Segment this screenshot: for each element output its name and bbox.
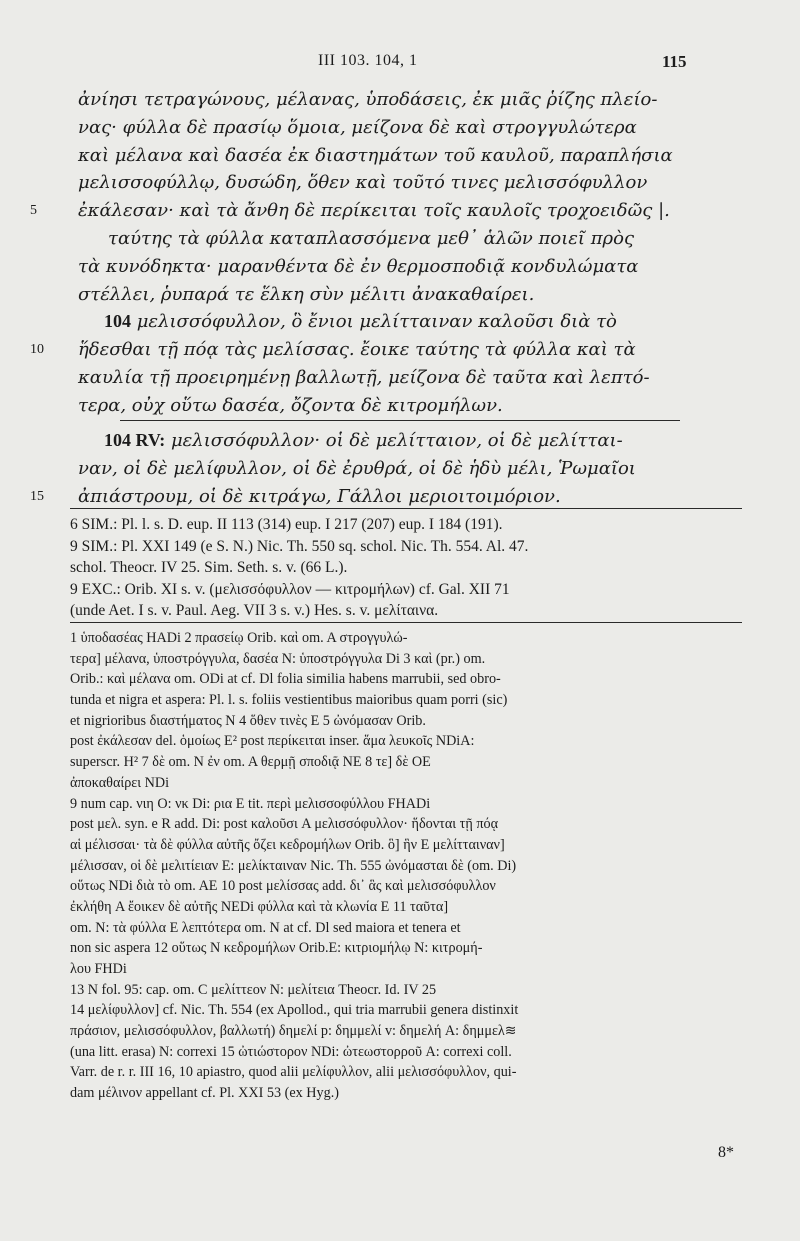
apparatus-line: 14 μελίφυλλον] cf. Nic. Th. 554 (ex Apollod., qui tria marrubii genera distinxit bbox=[70, 1002, 519, 1019]
apparatus-line: ἐκλήθη A ἔοικεν δὲ αὐτῆς NEDi φύλλα καὶ τὰ κλωνία E 11 ταῦτα] bbox=[70, 898, 449, 915]
apparatus-line: superscr. H² 7 δὲ om. N ἐν om. A θερμῇ σποδιᾷ NE 8 τε] δὲ OE bbox=[70, 754, 431, 771]
section-rule bbox=[120, 420, 680, 421]
similia-line: (unde Aet. I s. v. Paul. Aeg. VII 3 s. v.) Hes. s. v. μελίταινα. bbox=[70, 602, 439, 619]
text-line: 104 RV: μελισσόφυλλον· οἱ δὲ μελίτταιον, οἱ δὲ μελίτται- bbox=[104, 430, 623, 451]
apparatus-line: αἱ μέλισσαι· τὰ δὲ φύλλα αὐτῆς ὄζει κεδρομήλων Orib. ὃ] ἣν E μελίτταιναν] bbox=[70, 836, 505, 853]
text-line: καὶ μέλανα καὶ δασέα ἐκ διαστημάτων τοῦ καυλοῦ, παραπλήσια bbox=[78, 144, 673, 166]
apparatus-line: et nigrioribus διαστήματος N 4 ὅθεν τινὲς E 5 ὠνόμασαν Orib. bbox=[70, 712, 426, 729]
apparatus-line: om. N: τὰ φύλλα E λεπτότερα om. N at cf. Dl sed maiora et tenera et bbox=[70, 919, 461, 936]
line-number: 15 bbox=[30, 488, 44, 504]
apparatus-line: dam μέλινον appellant cf. Pl. XXI 53 (ex Hyg.) bbox=[70, 1085, 339, 1102]
similia-apparatus bbox=[70, 514, 720, 622]
apparatus-line: τερα] μέλανα, ὑποστρόγγυλα, δασέα N: ὑποστρόγγυλα Di 3 καὶ (pr.) om. bbox=[70, 650, 486, 667]
text-line: καυλία τῇ προειρημένῃ βαλλωτῇ, μείζονα δὲ ταῦτα καὶ λεπτό- bbox=[78, 366, 650, 388]
page-number: 115 bbox=[662, 52, 687, 71]
apparatus-line: πράσιον, μελισσόφυλλον, βαλλωτή) δημελί p: δημμελί v: δημελή A: δημμελ≋ bbox=[70, 1023, 517, 1040]
running-head: III 103. 104, 1 bbox=[318, 52, 418, 69]
apparatus-line: Varr. de r. r. III 16, 10 apiastro, quod alii μελίφυλλον, alii μελισσόφυλλον, qui- bbox=[70, 1064, 517, 1081]
similia-line: 9 EXC.: Orib. XI s. v. (μελισσόφυλλον — κιτρομήλων) cf. Gal. XII 71 bbox=[70, 580, 510, 598]
similia-line: 6 SIM.: Pl. l. s. D. eup. II 113 (314) eup. I 217 (207) eup. I 184 (191). bbox=[70, 516, 503, 533]
rv-text bbox=[30, 427, 738, 510]
apparatus-line: λου FHDi bbox=[70, 961, 127, 977]
section-number: 104 bbox=[104, 311, 131, 332]
text-line: 104 μελισσόφυλλον, ὃ ἔνιοι μελίτταιναν καλοῦσι διὰ τὸ bbox=[104, 311, 617, 333]
apparatus-line: 1 ὑποδασέας HADi 2 πρασείῳ Orib. καὶ om. A στρογγυλώ- bbox=[70, 630, 408, 646]
line-number: 10 bbox=[30, 342, 44, 358]
text-line: νας· φύλλα δὲ πρασίῳ ὅμοια, μείζονα δὲ καὶ στρογγυλώτερα bbox=[78, 116, 637, 138]
text-line: ταύτης τὰ φύλλα καταπλασσόμενα μεθ᾽ ἁλῶν ποιεῖ πρὸς bbox=[108, 227, 635, 249]
apparatus-line: 9 num cap. νιη O: νκ Di: ρια E tit. περὶ μελισσοφύλλου FHADi bbox=[70, 795, 431, 812]
apparatus-rule bbox=[70, 508, 742, 509]
main-text bbox=[30, 86, 738, 420]
text-line: ἀνίησι τετραγώνους, μέλανας, ὑποδάσεις, ἐκ μιᾶς ῥίζης πλείο- bbox=[78, 89, 658, 110]
similia-line: 9 SIM.: Pl. XXI 149 (e S. N.) Nic. Th. 550 sq. schol. Nic. Th. 554. Al. 47. bbox=[70, 537, 529, 555]
rv-section-label: 104 RV: bbox=[104, 430, 166, 450]
similia-line: schol. Theocr. IV 25. Sim. Seth. s. v. (66 L.). bbox=[70, 559, 348, 576]
text-line: στέλλει, ῥυπαρά τε ἕλκη σὺν μέλιτι ἀνακαθαίρει. bbox=[78, 283, 535, 305]
apparatus-line: ἀποκαθαίρει NDi bbox=[70, 774, 170, 791]
critical-apparatus bbox=[70, 628, 742, 1104]
apparatus-line: 13 N fol. 95: cap. om. C μελίττεον N: μελίτεια Theocr. Id. IV 25 bbox=[70, 981, 437, 998]
text-line: τὰ κυνόδηκτα· μαρανθέντα δὲ ἐν θερμοσποδιᾷ κονδυλώματα bbox=[78, 255, 639, 277]
apparatus-line: Orib.: καὶ μέλανα om. ODi at cf. Dl folia similia habens marrubii, sed obro- bbox=[70, 671, 501, 688]
signature-mark: 8* bbox=[718, 1144, 734, 1161]
apparatus-line: μέλισσαν, οἱ δὲ μελιτίειαν E: μελίκταιναν Nic. Th. 555 ὠνόμασται δὲ (om. Di) bbox=[70, 857, 517, 874]
text-line: 5 ἐκάλεσαν· καὶ τὰ ἄνθη δὲ περίκειται τοῖς καυλοῖς τροχοειδῶς |. bbox=[38, 197, 738, 225]
apparatus-line: οὕτως NDi διὰ τὸ om. AE 10 post μελίσσας add. δι᾽ ἃς καὶ μελισσόφυλλον bbox=[70, 878, 496, 895]
line-number: 5 bbox=[30, 203, 37, 219]
text-line: μελισσοφύλλῳ, δυσώδη, ὅθεν καὶ τοῦτό τινες μελισσόφυλλον bbox=[78, 172, 648, 194]
apparatus-line: (una litt. erasa) N: correxi 15 ὠτιώστορον NDi: ὠτεωστορροῦ A: correxi coll. bbox=[70, 1043, 512, 1060]
text-line: 15 ἀπιάστρουμ, οἱ δὲ κιτράγω, Γάλλοι μεριοιτοιμόριον. bbox=[38, 483, 738, 511]
apparatus-line: non sic aspera 12 οὕτως N κεδρομήλων Orib.E: κιτριομήλῳ N: κιτρομή- bbox=[70, 940, 483, 957]
apparatus-line: post ἐκάλεσαν del. ὁμοίως E² post περίκειται inser. ἅμα λευκοῖς NDiA: bbox=[70, 733, 475, 750]
apparatus-line: post μελ. syn. e R add. Di: post καλοῦσι A μελισσόφυλλον· ἥδονται τῇ πόᾳ bbox=[70, 816, 499, 833]
text-line: 10 ἥδεσθαι τῇ πόᾳ τὰς μελίσσας. ἔοικε ταύτης τὰ φύλλα καὶ τὰ bbox=[38, 336, 738, 364]
page-header bbox=[0, 52, 800, 76]
apparatus-line: tunda et nigra et aspera: Pl. l. s. foliis vestientibus maioribus quam porri (sic) bbox=[70, 692, 508, 709]
text-line: τερα, οὐχ οὕτω δασέα, ὄζοντα δὲ κιτρομήλων. bbox=[78, 394, 503, 416]
apparatus-rule bbox=[70, 622, 742, 623]
text-line: ναν, οἱ δὲ μελίφυλλον, οἱ δὲ ἐρυθρά, οἱ δὲ ἡδὺ μέλι, Ῥωμαῖοι bbox=[78, 457, 636, 479]
